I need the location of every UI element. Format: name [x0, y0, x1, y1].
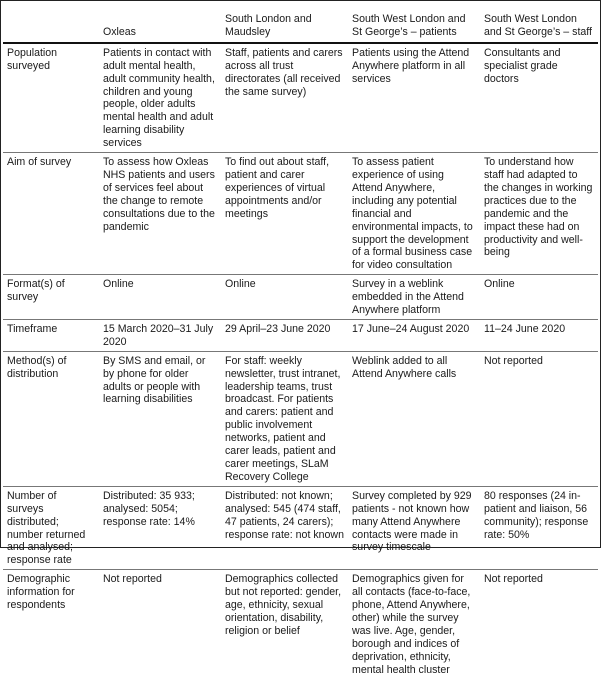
table-cell: To understand how staff had adapted to the changes in working practices due to the pandemic and the impact these had on productivity and well-being	[484, 156, 593, 259]
table-cell: 80 responses (24 in-patient and liaison, 56 community); response rate: 50%	[484, 489, 589, 541]
table-cell: To assess patient experience of using Attend Anywhere, including any potential financial and environmental impacts, to support the development of a formal business case for video consultation	[352, 156, 473, 272]
header-swlstg-patients: South West London and St George’s – patients	[348, 10, 480, 43]
table-cell: 17 June–24 August 2020	[352, 322, 470, 335]
table-cell: Staff, patients and carers across all trust directorates (all received the same survey)	[225, 46, 343, 98]
table-row	[3, 43, 598, 153]
table-cell: Survey completed by 929 patients - not known how many Attend Anywhere contacts were made in survey timescale	[352, 489, 472, 554]
header-oxleas: Oxleas	[99, 10, 221, 43]
table-cell: Demographics given for all contacts (face-to-face, phone, Attend Anywhere, other) while the survey was live. Age, gender, borough and indices of deprivation, ethnicity, mental health cluster	[352, 573, 471, 676]
table-cell: To assess how Oxleas NHS patients and users of services feel about the change to remote consultations due to the pandemic	[103, 156, 215, 233]
table-cell: Demographics collected but not reported: gender, age, ethnicity, sexual orientation, disability, religion or belief	[225, 573, 342, 637]
table-cell: 29 April–23 June 2020	[225, 322, 331, 335]
header-slam: South London and Maudsley	[221, 10, 348, 43]
table-cell: 15 March 2020–31 July 2020	[103, 322, 214, 348]
table-cell: Distributed: not known; analysed: 545 (474 staff, 47 patients, 24 carers); response rate: not known	[225, 489, 344, 541]
table-row	[3, 153, 598, 275]
table-cell: Patients using the Attend Anywhere platform in all services	[352, 46, 470, 85]
row-label: Timeframe	[7, 322, 58, 335]
table-cell: Online	[484, 278, 515, 291]
row-label: Population surveyed	[7, 46, 58, 72]
header-empty	[3, 10, 99, 43]
table-cell: Weblink added to all Attend Anywhere calls	[352, 354, 457, 380]
row-label: Method(s) of distribution	[7, 354, 67, 380]
table-cell: Consultants and specialist grade doctors	[484, 46, 561, 85]
table-row	[3, 570, 598, 679]
table-cell: Distributed: 35 933; analysed: 5054; response rate: 14%	[103, 489, 195, 528]
table-cell: 11–24 June 2020	[484, 322, 566, 335]
table-cell: Survey in a weblink embedded in the Attend Anywhere platform	[352, 278, 464, 317]
table-cell: By SMS and email, or by phone for older adults or people with learning disabilities	[103, 354, 206, 406]
table-cell: For staff: weekly newsletter, trust intranet, leadership teams, trust broadcast. For patients and carers: patient and public involvement networks, patient and carer leads, patient and carer meetings, SLaM Recovery College	[225, 354, 341, 483]
table-row	[3, 275, 598, 320]
table-row	[3, 351, 598, 486]
row-label: Demographic information for respondents	[7, 573, 75, 612]
row-label: Aim of survey	[7, 156, 72, 169]
row-label: Format(s) of survey	[7, 278, 65, 304]
table-cell: Not reported	[484, 354, 543, 367]
row-label: Number of surveys distributed; number returned and analysed; response rate	[7, 489, 86, 567]
table-row	[3, 319, 598, 351]
table-cell: Not reported	[103, 573, 162, 586]
table-cell: Patients in contact with adult mental health, adult community health, children and young people, older adults mental health and adult learning disability services	[103, 46, 215, 150]
table-row	[3, 486, 598, 569]
table-cell: To find out about staff, patient and carer experiences of virtual appointments and/or meetings	[225, 156, 330, 220]
table-cell: Not reported	[484, 573, 543, 586]
header-row	[3, 10, 598, 43]
table-cell: Online	[225, 278, 256, 291]
header-swlstg-staff: South West London and St George’s – staff	[480, 10, 598, 43]
survey-comparison-table	[3, 10, 598, 679]
table-cell: Online	[103, 278, 134, 291]
